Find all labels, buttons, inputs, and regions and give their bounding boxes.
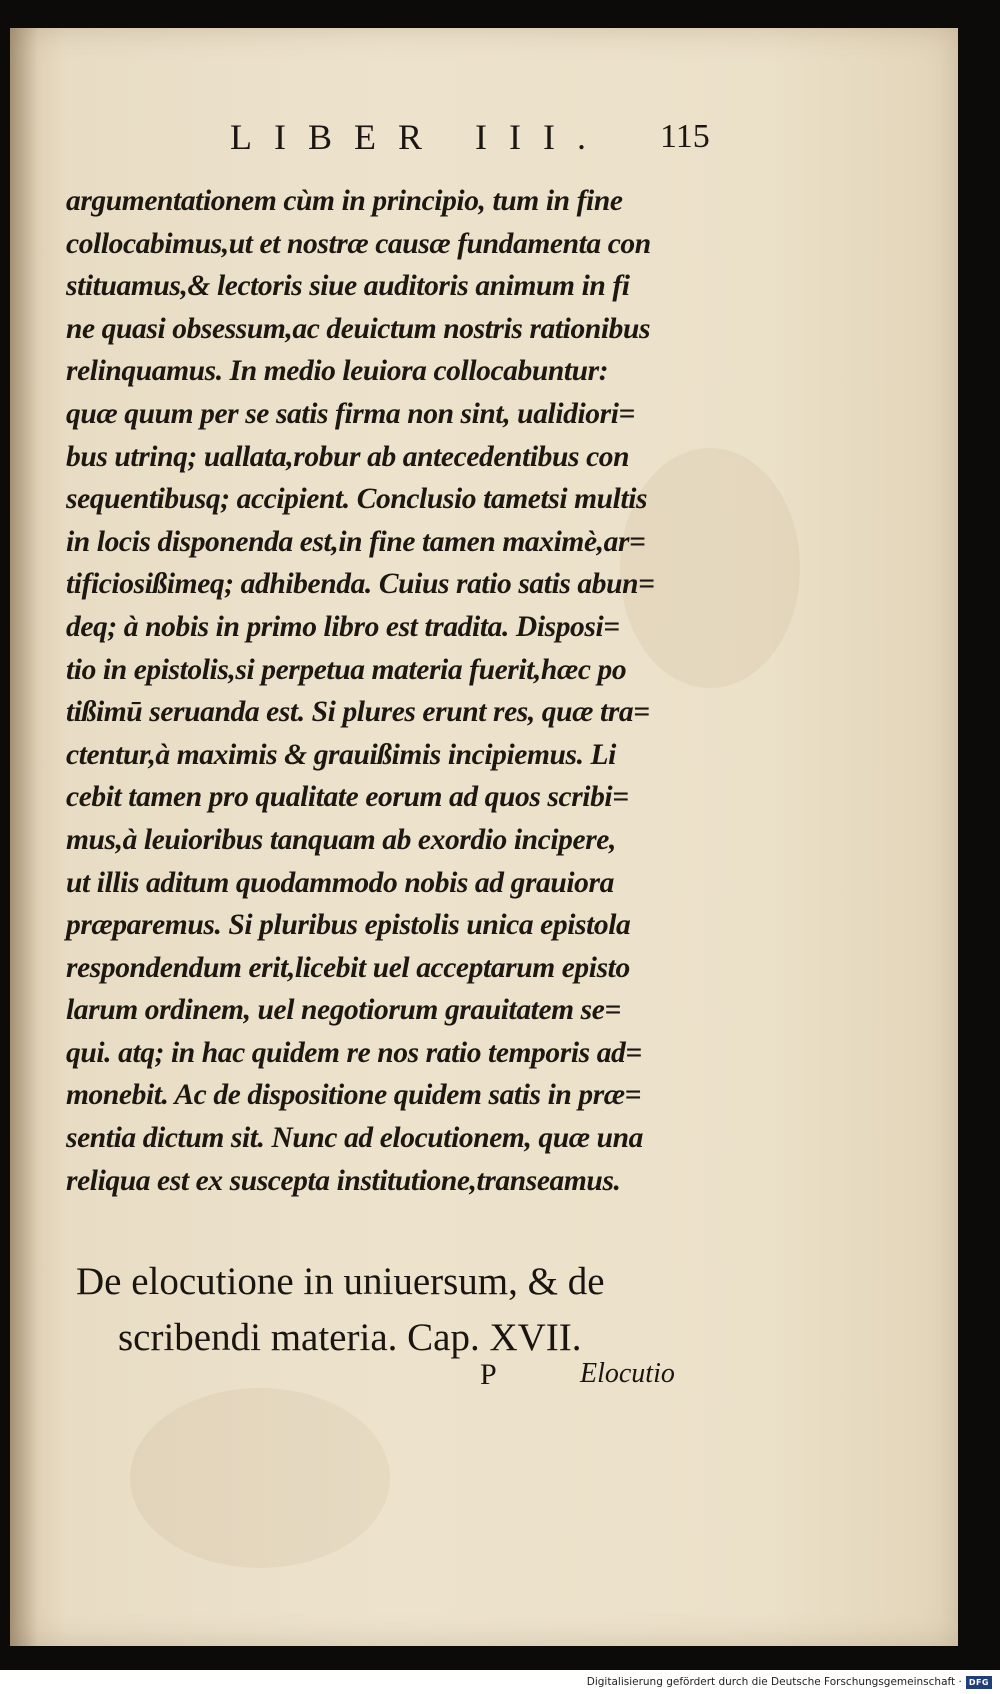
text-line: mus,à leuioribus tanquam ab exordio incipere, — [66, 823, 616, 856]
text-line: sequentibusq; accipient. Conclusio tametsi multis — [66, 483, 648, 516]
credit-text: Digitalisierung gefördert durch die Deutsche Forschungsgemeinschaft · — [586, 1676, 962, 1688]
text-line: tißimū seruanda est. Si plures erunt res, quæ tra= — [66, 696, 650, 729]
book-page — [10, 28, 958, 1646]
page-footer — [480, 1358, 740, 1398]
text-line: ctentur,à maximis & grauißimis incipiemus. Li — [66, 738, 616, 771]
catchword: Elocutio — [580, 1358, 675, 1389]
body-text — [66, 180, 726, 1202]
text-line: sentia dictum sit. Nunc ad elocutionem, quæ una — [66, 1122, 644, 1155]
dfg-logo-icon: DFG — [966, 1676, 992, 1689]
text-line: larum ordinem, uel negotiorum grauitatem se= — [66, 994, 621, 1027]
signature-mark: P — [480, 1358, 497, 1391]
page-number: 115 — [660, 118, 710, 155]
text-line: quæ quum per se satis firma non sint, ualidiori= — [66, 397, 635, 430]
text-line: argumentationem cùm in principio, tum in fine — [66, 185, 623, 217]
text-line: monebit. Ac de dispositione quidem satis in præ= — [66, 1079, 642, 1112]
paper-stain — [130, 1388, 390, 1568]
text-line: reliqua est ex suscepta institutione,transeamus. — [66, 1164, 621, 1197]
text-line: cebit tamen pro qualitate eorum ad quos scribi= — [66, 781, 629, 814]
chapter-heading — [76, 1254, 736, 1366]
text-line: ne quasi obsessum,ac deuictum nostris rationibus — [66, 312, 651, 345]
text-line: tificiosißimeq; adhibenda. Cuius ratio satis abun= — [66, 568, 655, 601]
text-line: respondendum erit,licebit uel acceptarum episto — [66, 951, 630, 984]
text-line: qui. atq; in hac quidem re nos ratio temporis ad= — [66, 1036, 642, 1069]
text-line: in locis disponenda est,in fine tamen maximè,ar= — [66, 525, 646, 558]
text-line: collocabimus,ut et nostræ causæ fundamenta con — [66, 227, 651, 260]
text-line: deq; à nobis in primo libro est tradita. Disposi= — [66, 610, 620, 643]
running-head — [10, 116, 958, 176]
text-line: tio in epistolis,si perpetua materia fuerit,hæc po — [66, 653, 627, 686]
text-line: bus utrinq; uallata,robur ab antecedentibus con — [66, 440, 630, 473]
chapter-heading-line: De elocutione in uniuersum, & de — [76, 1260, 605, 1303]
running-title: LIBER III. — [230, 117, 608, 157]
text-line: præparemus. Si pluribus epistolis unica epistola — [66, 909, 631, 942]
digitization-credit — [587, 1674, 992, 1690]
text-line: ut illis aditum quodammodo nobis ad grauiora — [66, 866, 614, 899]
text-line: stituamus,& lectoris siue auditoris animum in fi — [66, 270, 630, 303]
text-line: relinquamus. In medio leuiora collocabuntur: — [66, 355, 609, 388]
chapter-heading-line: scribendi materia. Cap. XVII. — [118, 1316, 582, 1359]
binding-shadow — [10, 28, 38, 1646]
